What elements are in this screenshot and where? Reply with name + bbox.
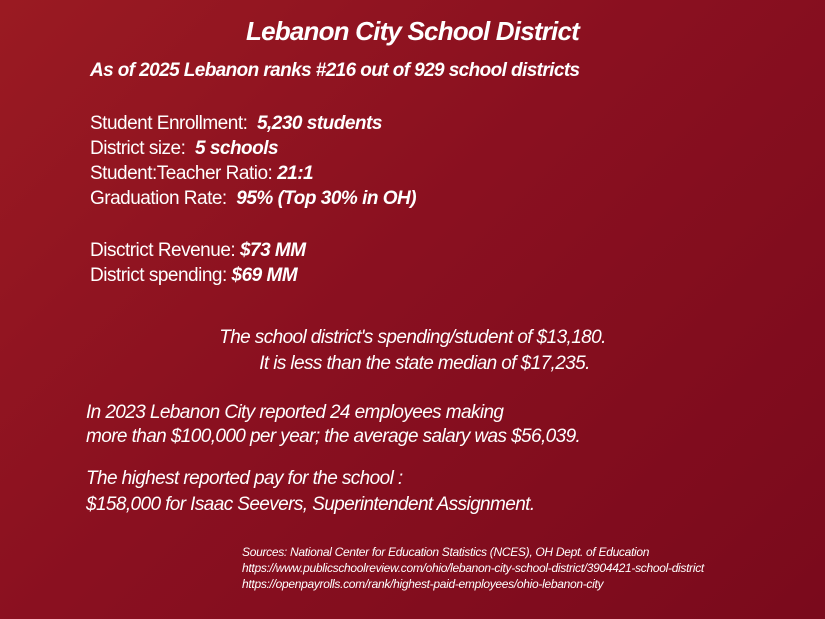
stat-label: Graduation Rate:	[90, 188, 227, 209]
sources	[242, 544, 704, 592]
stat-enrollment	[90, 111, 416, 136]
highest-pay-line-1: The highest reported pay for the school :	[86, 468, 403, 489]
finance-spending	[90, 263, 306, 288]
stat-value: 95% (Top 30% in OH)	[236, 188, 417, 209]
finance-value: $73 MM	[239, 240, 306, 261]
page-title: Lebanon City School District	[246, 16, 579, 46]
source-url: https://openpayrolls.com/rank/highest-paid-employees/ohio-lebanon-city	[242, 577, 604, 591]
source-url: https://www.publicschoolreview.com/ohio/lebanon-city-school-district/3904421-school-district	[242, 561, 704, 575]
stat-graduation-rate	[90, 186, 416, 211]
stat-value: 5 schools	[194, 138, 279, 159]
stat-label: District size:	[90, 138, 186, 159]
stat-value: 5,230 students	[256, 113, 382, 134]
employees-line-1: In 2023 Lebanon City reported 24 employees making	[86, 402, 504, 423]
source-line: Sources: National Center for Education Statistics (NCES), OH Dept. of Education	[242, 545, 650, 559]
district-stats	[90, 111, 416, 211]
finance-label: District spending:	[90, 265, 227, 286]
stat-teacher-ratio	[90, 161, 416, 186]
highest-pay-line-2: $158,000 for Isaac Seevers, Superintendent Assignment.	[86, 494, 535, 515]
finance-value: $69 MM	[231, 265, 298, 286]
stat-value: 21:1	[277, 163, 314, 184]
rank-statement: As of 2025 Lebanon ranks #216 out of 929 school districts	[90, 60, 580, 81]
stat-district-size	[90, 136, 416, 161]
stat-label: Student:Teacher Ratio:	[90, 163, 273, 184]
stat-label: Student Enrollment:	[90, 113, 248, 134]
spending-per-student-line-1: The school district's spending/student of $13,180.	[219, 327, 606, 348]
finance-revenue	[90, 238, 306, 263]
finance-label: Disctrict Revenue:	[90, 240, 236, 261]
spending-per-student-line-2: It is less than the state median of $17,235.	[259, 353, 590, 374]
district-finances	[90, 238, 306, 288]
employees-line-2: more than $100,000 per year; the average salary was $56,039.	[86, 426, 581, 447]
